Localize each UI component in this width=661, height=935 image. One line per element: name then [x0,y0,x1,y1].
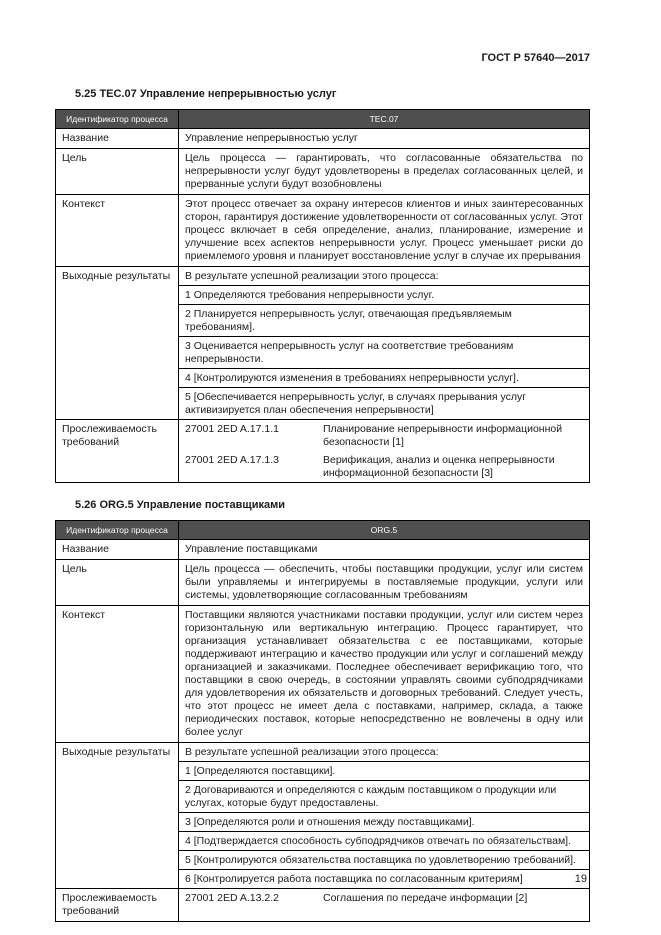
process-table-tec07 [55,109,590,483]
section-heading-5-26: 5.26 ORG.5 Управление поставщиками [75,499,285,511]
trace-desc: Планирование непрерывности информационной безопасности [1] [323,422,563,448]
row-label: Прослеживаемость требований [56,889,179,922]
process-id-label: Идентификатор процесса [56,110,179,129]
output-item: 4 [Подтверждается способность субподрядчиков отвечать по обязательствам]. [179,832,589,851]
table-header-row [56,521,590,540]
table-row-context [56,195,590,267]
trace-cell [179,889,590,922]
row-label: Контекст [56,606,179,743]
row-label: Название [56,129,179,149]
row-label: Прослеживаемость требований [56,420,179,483]
trace-desc: Верификация, анализ и оценка непрерывности информационной безопасности [3] [323,453,555,479]
row-label: Выходные результаты [56,743,179,889]
table-row-goal [56,560,590,606]
output-item: 5 [Контролируются обязательства поставщика по удовлетворению требований]. [179,851,589,870]
process-id-value: TEC.07 [179,110,590,129]
table-row-name [56,129,590,149]
output-item: 1 [Определяются поставщики]. [179,762,589,781]
row-label: Цель [56,149,179,195]
row-label: Название [56,540,179,560]
trace-row [179,420,589,451]
table-header-row [56,110,590,129]
outputs-cell [179,743,590,889]
table-row-outputs [56,743,590,889]
output-item: В результате успешной реализации этого процесса: [179,267,589,286]
trace-row [179,451,589,482]
row-value: Управление непрерывностью услуг [179,129,590,149]
process-table-org5 [55,520,590,922]
output-item: 6 [Контролируется работа поставщика по согласованным критериям] [185,872,523,885]
trace-code: 27001 2ED A.17.1.3 [185,453,279,466]
output-item: 3 Оценивается непрерывность услуг на соответствие требованиям непрерывности. [179,337,589,369]
table-row-name [56,540,590,560]
output-item: 2 Планируется непрерывность услуг, отвечающая предъявляемым требованиям]. [179,305,589,337]
table-row-outputs [56,267,590,420]
row-label: Цель [56,560,179,606]
output-item: В результате успешной реализации этого процесса: [179,743,589,762]
row-label: Контекст [56,195,179,267]
page-number: 19 [574,873,587,885]
process-id-label: Идентификатор процесса [56,521,179,540]
document-header: ГОСТ Р 57640—2017 [481,52,590,64]
output-item: 1 Определяются требования непрерывности услуг. [179,286,589,305]
trace-desc: Соглашения по передаче информации [2] [323,891,528,904]
trace-code: 27001 2ED A.13.2.2 [185,891,279,904]
trace-cell [179,420,590,483]
row-value: Управление поставщиками [179,540,590,560]
row-label: Выходные результаты [56,267,179,420]
table-row-goal [56,149,590,195]
output-item: 5 [Обеспечивается непрерывность услуг, в случаях прерывания услуг активизируется план обеспечения непрерывности] [185,390,527,416]
trace-code: 27001 2ED A.17.1.1 [185,422,279,435]
row-value: Поставщики являются участниками поставки продукции, услуг или систем через горизонтальную или вертикальную интеграцию. Процесс гарантирует, что организация устанавливает обязательства с ее поставщиками, которые поддерживают интеграцию и качество продукции или услуг и соглашений между организацией и заказчиками. Последнее обеспечивает верификацию того, что поставщики в свою очередь, в состоянии управлять своими субподрядчиками для удовлетворения их обязательств и договорных требований. Следует учесть, что этот процесс не имеет дела с поставками, например, склада, а также периодических поставок, которые непосредственно не вовлечены в одну или более услуг [179,606,590,743]
row-value: Этот процесс отвечает за охрану интересов клиентов и иных заинтересованных сторон, гарантируя достижение удовлетворенности от согласованных услуг. Этот процесс включает в себя определение, анализ, планирование, измерение и улучшение всех аспектов непрерывности услуг. Процесс уменьшает риски до приемлемого уровня и планирует восстановление услуг в случае их прерывания [179,195,590,267]
outputs-cell [179,267,590,420]
table-row-traceability [56,889,590,922]
row-value: Цель процесса — гарантировать, что согласованные обязательства по непрерывности услуг будут удовлетворены в пределах согласованных целей, и прерванные услуги будут возобновлены [179,149,590,195]
output-item: 2 Договариваются и определяются с каждым поставщиком о продукции или услугах, которые будут предоставлены. [179,781,589,813]
output-item: 3 [Определяются роли и отношения между поставщиками]. [179,813,589,832]
process-id-value: ORG.5 [179,521,590,540]
trace-row [179,889,589,907]
table-row-traceability [56,420,590,483]
table-row-context [56,606,590,743]
section-heading-5-25: 5.25 TEC.07 Управление непрерывностью услуг [75,88,337,100]
row-value: Цель процесса — обеспечить, чтобы поставщики продукции, услуг или систем были управляемы и интегрируемы в поставляемые продукции, услуги или системы, удовлетворяющие согласованным требованиям [179,560,590,606]
output-item: 4 [Контролируются изменения в требованиях непрерывности услуг]. [179,369,589,388]
